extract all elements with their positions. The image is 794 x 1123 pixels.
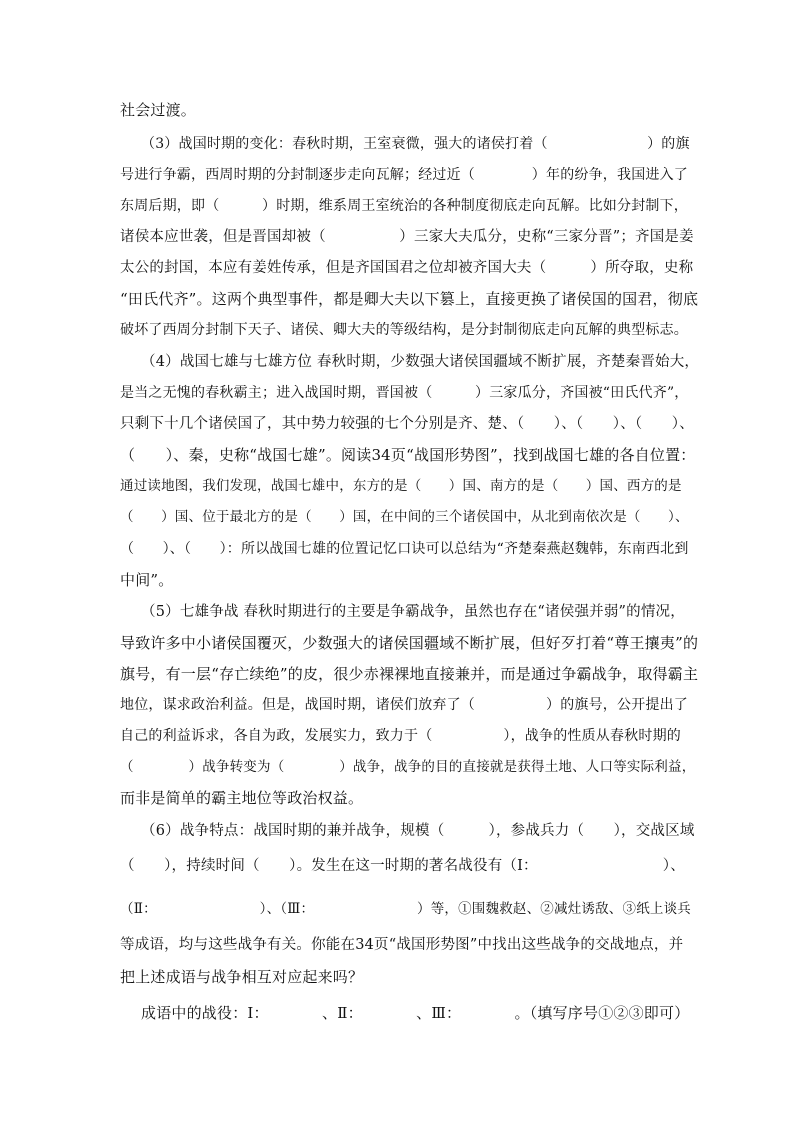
text-line: （ ）战争转变为（ ）战争，战争的目的直接就是获得土地、人口等实际利益， <box>120 759 696 775</box>
text-line: （ ）、（ ）：所以战国七雄的位置记忆口诀可以总结为“齐楚秦燕赵魏韩，东南西北到 <box>120 541 689 557</box>
text-line: 东周后期，即（ ）时期，维系周王室统治的各种制度彻底走向瓦解。比如分封制下， <box>120 198 688 214</box>
text-line: 导致许多中小诸侯国覆灭，少数强大的诸侯国疆域不断扩展，但好歹打着“尊王攘夷”的 <box>120 634 699 652</box>
text-line: 只剩下十几个诸侯国了，其中势力较强的七个分别是齐、楚、（ ）、（ ）、（ ）、 <box>120 416 694 432</box>
text-line: （6）战争特点：战国时期的兼并战争，规模（ ），参战兵力（ ），交战区域 <box>141 823 695 839</box>
text-line: 太公的封国，本应有姜姓传承，但是齐国国君之位却被齐国大夫（ ）所夺取，史称 <box>120 260 694 276</box>
text-line: 等成语，均与这些战争有关。你能在34页“战国形势图”中找出这些战争的交战地点，并 <box>120 937 684 953</box>
text-line: 中间”。 <box>120 571 174 589</box>
text-line: 旗号，有一层“存亡续绝”的皮，很少赤裸裸地直接兼并，而是通过争霸战争，取得霸主 <box>120 665 699 683</box>
text-line: 社会过渡。 <box>120 101 197 119</box>
text-line: 破坏了西周分封制下天子、诸侯、卿大夫的等级结构，是分封制彻底走向瓦解的典型标志。 <box>120 322 688 338</box>
text-line: 诸侯本应世袭，但是晋国却被（ ）三家大夫瓜分，史称“三家分晋”；齐国是姜 <box>120 229 694 245</box>
text-line: （Ⅱ： ）、（Ⅲ： ）等，①围魏救赵、②减灶诱敌、③纸上谈兵 <box>120 901 691 917</box>
text-line: （ ）国、位于最北方的是（ ）国，在中间的三个诸侯国中，从北到南依次是（ ）、 <box>120 509 689 525</box>
text-line: （ ），持续时间（ ）。发生在这一时期的著名战役有（Ⅰ： ）、 <box>120 858 685 874</box>
text-line: 自己的利益诉求，各自为政，发展实力，致力于（ ），战争的性质从春秋时期的 <box>120 728 681 744</box>
text-line: 是当之无愧的春秋霸主；进入战国时期，晋国被（ ）三家瓜分，齐国被“田氏代齐”， <box>120 385 689 401</box>
text-line: （5）七雄争战 春秋时期进行的主要是争霸战争，虽然也存在“诸侯强并弱”的情况， <box>141 604 685 620</box>
text-line: 把上述成语与战争相互对应起来吗？ <box>120 968 364 986</box>
text-line: （3）战国时期的变化：春秋时期，王室衰微，强大的诸侯打着（ ）的旗 <box>141 136 690 152</box>
text-line: 通过读地图，我们发现，战国七雄中，东方的是（ ）国、南方的是（ ）国、西方的是 <box>120 478 682 494</box>
text-line: （4）战国七雄与七雄方位 春秋时期，少数强大诸侯国疆域不断扩展，齐楚秦晋始大， <box>141 354 700 370</box>
text-line: （ ）、秦，史称“战国七雄”。阅读34页“战国形势图”，找到战国七雄的各自位置： <box>120 446 696 464</box>
text-line: 号进行争霸，西周时期的分封制逐步走向瓦解；经过近（ ）年的纷争，我国进入了 <box>120 167 688 183</box>
text-line: 地位，谋求政治利益。但是，战国时期，诸侯们放弃了（ ）的旗号，公开提出了 <box>120 697 688 713</box>
text-line: “田氏代齐”。这两个典型事件，都是卿大夫以下篡上，直接更换了诸侯国的国君，彻底 <box>120 290 699 308</box>
text-line: 成语中的战役：Ⅰ： 、Ⅱ： 、Ⅲ： 。（填写序号①②③即可） <box>141 1004 690 1022</box>
text-line: 而非是简单的霸主地位等政治权益。 <box>120 789 364 807</box>
